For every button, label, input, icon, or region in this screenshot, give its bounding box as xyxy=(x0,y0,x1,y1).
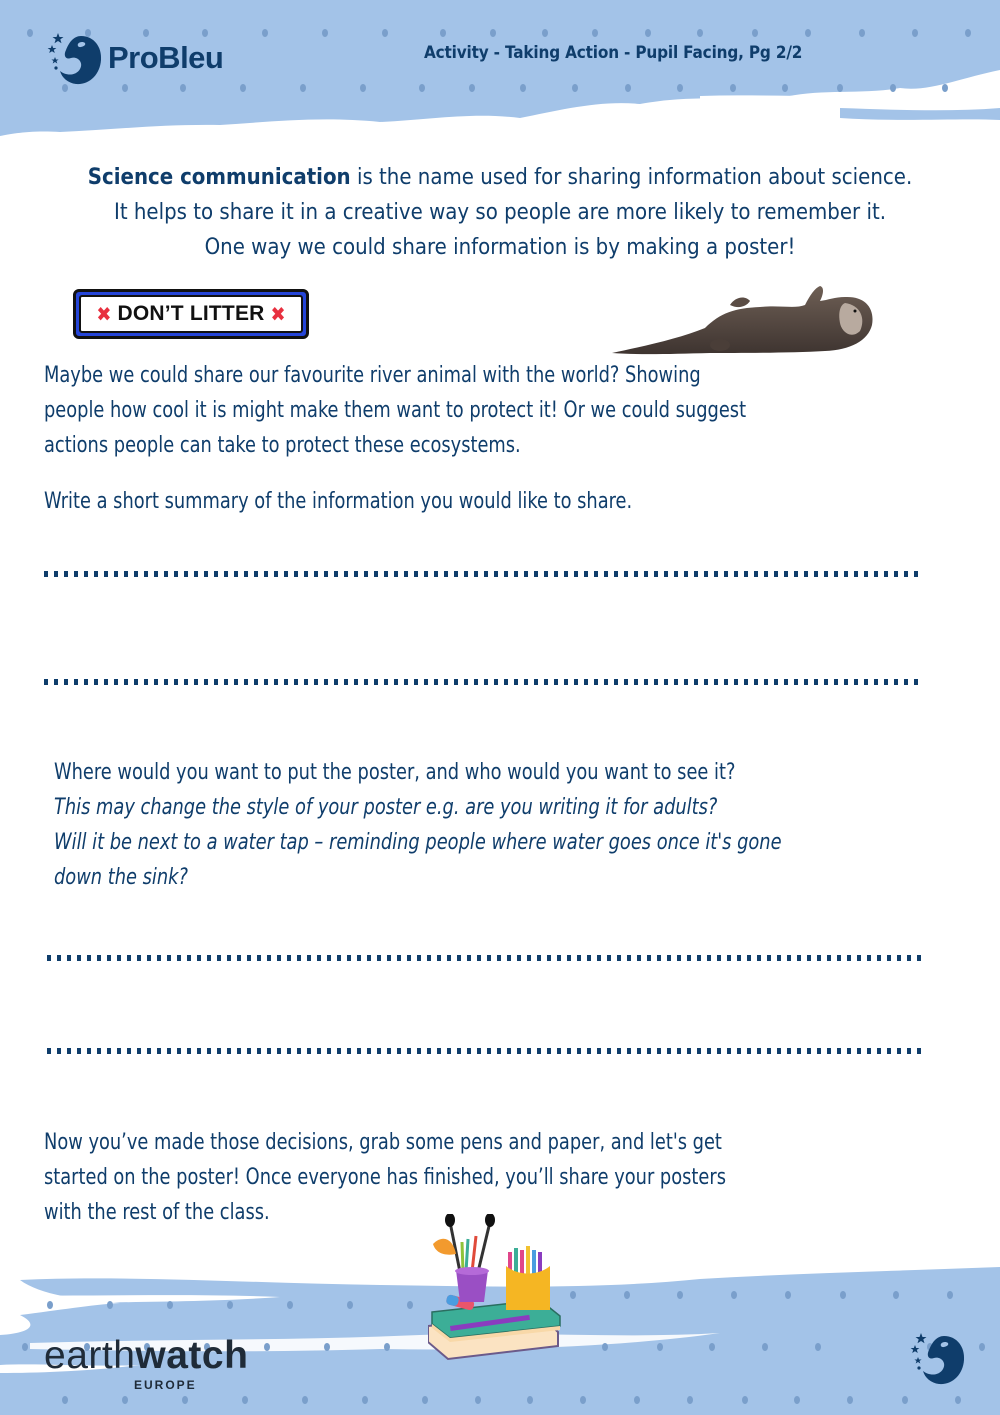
section1-line-1: Maybe we could share our favourite river animal with the world? Showing xyxy=(44,363,701,388)
art-supplies-image xyxy=(428,1214,578,1364)
hint-line-3: down the sink? xyxy=(54,865,188,890)
intro-line-1: Science communication is the name used for sharing information about science. xyxy=(87,165,913,190)
answer-line-2[interactable] xyxy=(44,679,918,685)
hint-line-2: Will it be next to a water tap – reminding people where water goes once it's gone xyxy=(54,830,782,855)
summary-prompt: Write a short summary of the information you would like to share. xyxy=(44,489,633,514)
earthwatch-sub: EUROPE xyxy=(134,1378,197,1392)
section1-line-3: actions people can take to protect these ecosystems. xyxy=(44,433,521,458)
probleu-logo xyxy=(44,30,223,86)
section2-paragraph xyxy=(54,755,963,895)
x-mark-icon: ✖ xyxy=(270,302,286,326)
x-mark-icon: ✖ xyxy=(96,302,112,326)
probleu-emblem-icon xyxy=(900,1330,972,1386)
poster-location-question: Where would you want to put the poster, and who would you want to see it? xyxy=(54,760,736,785)
page-header-title: Activity - Taking Action - Pupil Facing, Pg 2/2 xyxy=(424,43,803,63)
section1-line-2: people how cool it is might make them want to protect it! Or we could suggest xyxy=(44,398,747,423)
closing-line-2: started on the poster! Once everyone has finished, you’ll share your posters xyxy=(44,1165,726,1190)
otter-image xyxy=(610,283,885,358)
probleu-emblem-icon xyxy=(44,30,102,86)
section1-paragraph xyxy=(44,358,944,463)
science-communication-term: Science communication xyxy=(87,165,351,190)
closing-line-1: Now you’ve made those decisions, grab some pens and paper, and let's get xyxy=(44,1130,722,1155)
intro-paragraph xyxy=(0,160,1000,265)
earthwatch-europe-logo: earthwatch EUROPE xyxy=(44,1334,249,1392)
answer-line-4[interactable] xyxy=(47,1048,921,1054)
answer-line-1[interactable] xyxy=(44,571,918,577)
intro-line-3: One way we could share information is by making a poster! xyxy=(204,235,796,260)
sign-label: DON’T LITTER xyxy=(117,302,265,325)
intro-line-2: It helps to share it in a creative way so people are more likely to remember it. xyxy=(114,200,886,225)
closing-line-3: with the rest of the class. xyxy=(44,1200,270,1225)
hint-line-1: This may change the style of your poster e.g. are you writing it for adults? xyxy=(54,795,718,820)
brand-name: ProBleu xyxy=(108,40,224,75)
dont-litter-sign xyxy=(73,289,309,339)
answer-line-3[interactable] xyxy=(47,955,921,961)
